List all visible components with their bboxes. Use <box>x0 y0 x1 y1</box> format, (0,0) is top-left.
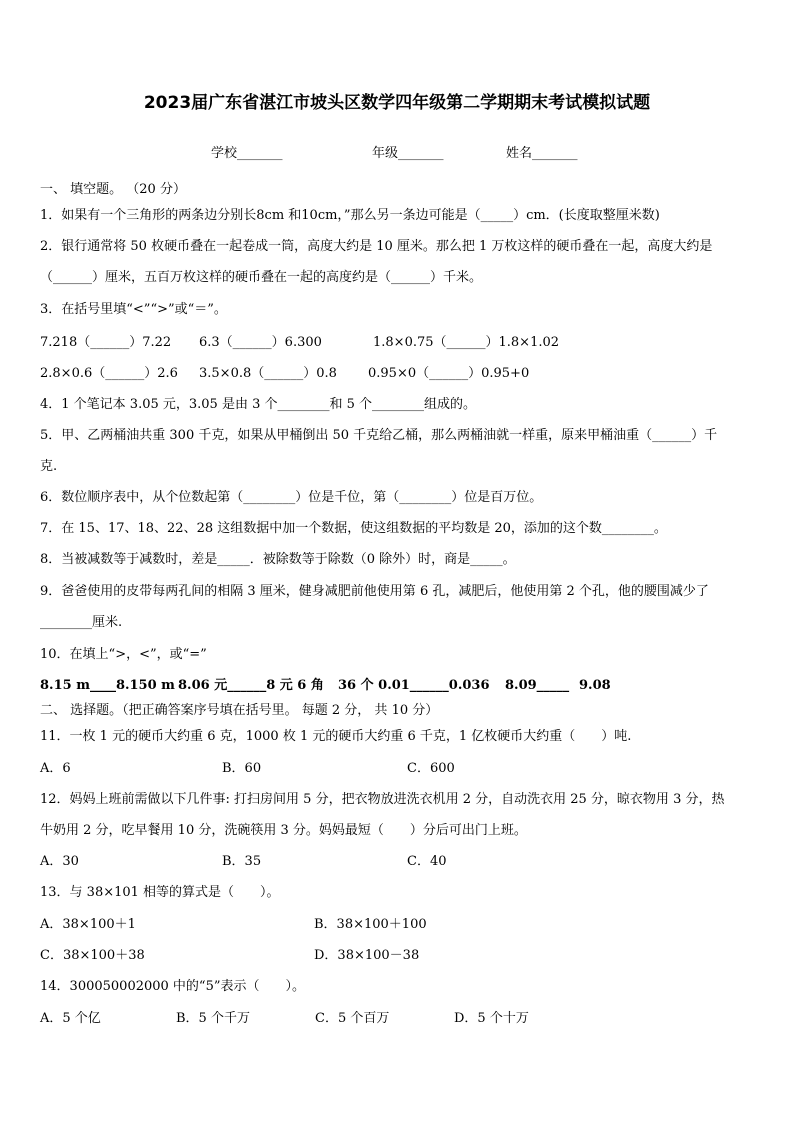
section2-heading: 二、 选择题。（把正确答案序号填在括号里。 每题 2 分， 共 10 分） <box>40 703 439 718</box>
question-13: 13．与 38×101 相等的算式是（ ）。 <box>40 885 280 900</box>
q10-item: 36 个 0.01______0.036 <box>338 678 490 693</box>
q10-item: 8.15 m____8.150 m <box>40 678 175 693</box>
option-b[interactable]: B．5 个千万 <box>176 1011 250 1026</box>
option-b[interactable]: B．35 <box>222 854 262 869</box>
question-1: 1．如果有一个三角形的两条边分别长8cm 和10cm，”那么另一条边可能是（_____）cm．(长度取整厘米数) <box>40 208 660 223</box>
q10-item: 8.09_____ <box>505 678 570 693</box>
question-5-line2: 克. <box>40 459 58 474</box>
section1-heading: 一、 填空题。 （20 分） <box>40 182 186 197</box>
question-7: 7．在 15、17、18、22、28 这组数据中加一个数据，使这组数据的平均数是 20，添加的这个数________。 <box>40 521 667 536</box>
name-field[interactable]: 姓名_______ <box>506 146 578 161</box>
question-10: 10．在填上“>，<”，或“=” <box>40 647 207 662</box>
question-2-line1: 2．银行通常将 50 枚硬币叠在一起卷成一筒，高度大约是 10 厘米。那么把 1 万枚这样的硬币叠在一起，高度大约是 <box>40 239 713 254</box>
q3-item: 2.8×0.6（______）2.6 <box>40 366 178 381</box>
q3-item: 3.5×0.8（______）0.8 <box>199 366 337 381</box>
student-info-row <box>0 142 794 162</box>
question-8: 8．当被减数等于减数时，差是_____．被除数等于除数（0 除外）时，商是_____。 <box>40 552 516 567</box>
option-c[interactable]: C．40 <box>407 854 447 869</box>
question-5-line1: 5．甲、乙两桶油共重 300 千克，如果从甲桶倒出 50 千克给乙桶，那么两桶油就一样重，原来甲桶油重（______）千 <box>40 428 718 443</box>
page-title: 2023届广东省湛江市坡头区数学四年级第二学期期末考试模拟试题 <box>143 93 651 113</box>
option-d[interactable]: D．38×100－38 <box>314 948 420 963</box>
option-c[interactable]: C．600 <box>407 761 455 776</box>
option-b[interactable]: B．38×100＋100 <box>314 917 427 932</box>
question-12-line2: 牛奶用 2 分，吃早餐用 10 分，洗碗筷用 3 分。妈妈最短（ ）分后可出门上班。 <box>40 823 527 838</box>
option-c[interactable]: C．38×100＋38 <box>40 948 145 963</box>
q3-item: 7.218（______）7.22 <box>40 335 172 350</box>
school-field[interactable]: 学校_______ <box>211 146 283 161</box>
option-d[interactable]: D．5 个十万 <box>454 1011 529 1026</box>
question-2-line2: （______）厘米，五百万枚这样的硬币叠在一起的高度约是（______）千米。 <box>40 270 483 285</box>
question-6: 6．数位顺序表中，从个位数起第（________）位是千位，第（________）位是百万位。 <box>40 490 543 505</box>
option-a[interactable]: A．30 <box>40 854 79 869</box>
question-4: 4．1 个笔记本 3.05 元，3.05 是由 3 个________和 5 个________组成的。 <box>40 397 477 412</box>
option-a[interactable]: A．38×100＋1 <box>40 917 136 932</box>
option-b[interactable]: B．60 <box>222 761 262 776</box>
grade-field[interactable]: 年级_______ <box>372 146 444 161</box>
question-11: 11．一枚 1 元的硬币大约重 6 克，1000 枚 1 元的硬币大约重 6 千克，1 亿枚硬币大约重（ ）吨. <box>40 729 632 744</box>
q10-item: 9.08 <box>579 678 611 693</box>
question-12-line1: 12．妈妈上班前需做以下几件事: 打扫房间用 5 分，把衣物放进洗衣机用 2 分，自动洗衣用 25 分，晾衣物用 3 分，热 <box>40 792 725 807</box>
question-9-line1: 9．爸爸使用的皮带每两孔间的相隔 3 厘米，健身减肥前他使用第 6 孔，减肥后，他使用第 2 个孔，他的腰围减少了 <box>40 584 709 599</box>
q3-item: 1.8×0.75（______）1.8×1.02 <box>373 335 560 350</box>
option-a[interactable]: A．6 <box>40 761 71 776</box>
option-c[interactable]: C．5 个百万 <box>315 1011 390 1026</box>
question-14: 14．300050002000 中的“5”表示（ ）。 <box>40 979 305 994</box>
q3-item: 0.95×0（______）0.95+0 <box>368 366 530 381</box>
q10-item: 8.06 元______8 元 6 角 <box>178 678 324 693</box>
option-a[interactable]: A．5 个亿 <box>40 1011 101 1026</box>
q3-item: 6.3（______）6.300 <box>199 335 322 350</box>
question-9-line2: ________厘米. <box>40 615 123 630</box>
question-3: 3．在括号里填“<”“>”或“＝”。 <box>40 302 227 317</box>
